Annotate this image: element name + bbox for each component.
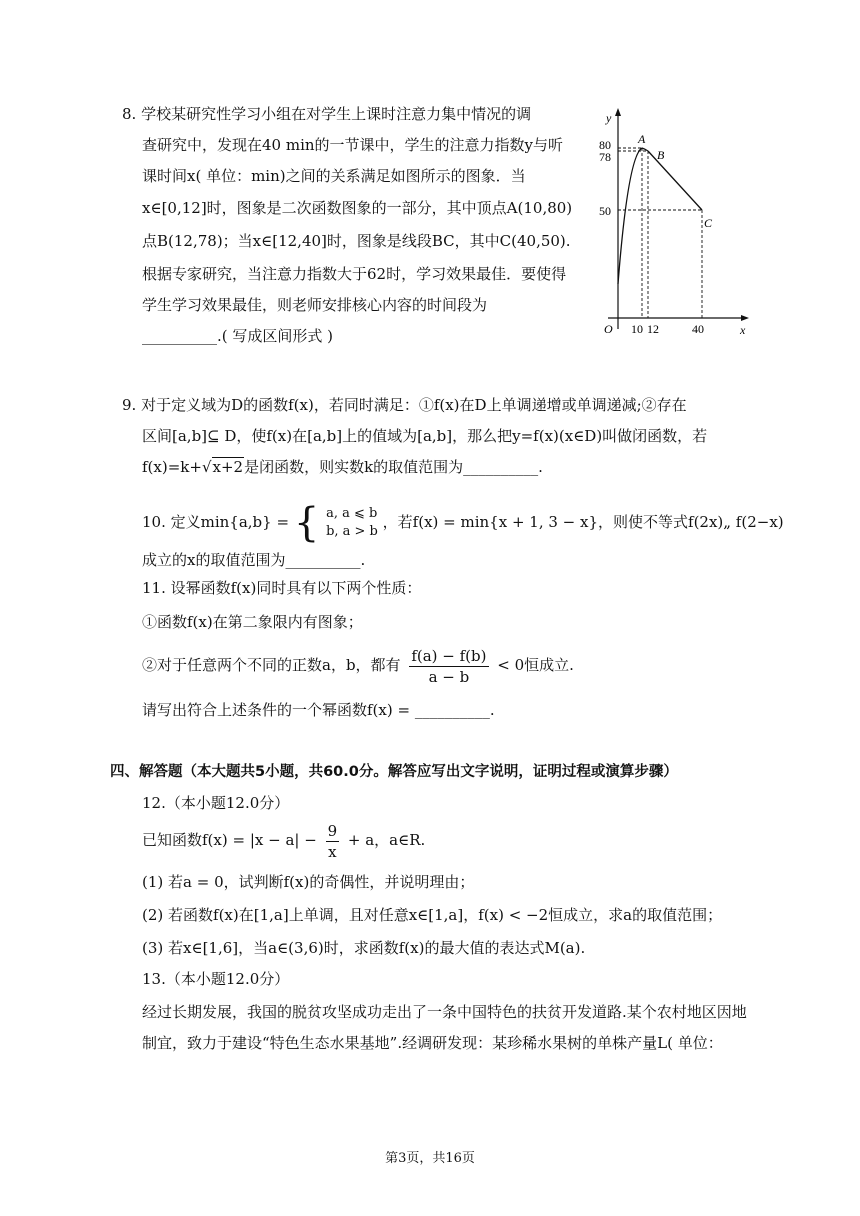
x-axis-arrow: [741, 315, 749, 321]
q11-line-3: [142, 643, 574, 687]
q11-line-1: 11. 设幂函数f(x)同时具有以下两个性质：: [142, 579, 422, 597]
q12-stem-a: 已知函数f(x) = |x − a| −: [142, 831, 317, 849]
quadratic-curve: [618, 148, 642, 284]
q10-line-2: 成立的x的取值范围为__________.: [142, 551, 366, 569]
q9-line-3-a: f(x)=k+: [142, 458, 202, 476]
q10-prefix: 10. 定义min{a,b} =: [142, 513, 290, 531]
q8-line-1: 8. 学校某研究性学习小组在对学生上课时注意力集中情况的调: [122, 105, 532, 123]
page-footer: 第3页，共16页: [385, 1151, 475, 1166]
q11-fraction: [409, 646, 488, 687]
q8-line-7: 学生学习效果最佳，则老师安排核心内容的时间段为: [142, 296, 488, 314]
y-axis-label: y: [606, 111, 612, 125]
q13-line-1: 经过长期发展，我国的脱贫攻坚成功走出了一条中国特色的扶贫开发道路.某个农村地区因地: [142, 1003, 747, 1021]
q11-line-3-b: < 0恒成立.: [497, 656, 574, 674]
q9-sqrt-body: x+2: [212, 458, 244, 476]
q11-line-3-a: ②对于任意两个不同的正数a，b，都有: [142, 656, 401, 674]
q8-line-5: 点B(12,78)；当x∈[12,40]时，图象是线段BC，其中C(40,50).: [142, 232, 571, 250]
q9-line-3: [142, 456, 543, 478]
q11-line-4: 请写出符合上述条件的一个幂函数f(x) = __________.: [142, 701, 495, 719]
q11-frac-denominator: a − b: [428, 667, 470, 686]
q8-line-6: 根据专家研究，当注意力指数大于62时，学习效果最佳．要使得: [142, 265, 567, 283]
y-tick-78: 78: [599, 150, 611, 164]
q8-line-8: __________.( 写成区间形式 ): [142, 327, 334, 345]
point-c-label: C: [704, 216, 713, 230]
q12-part-1: (1) 若a = 0，试判断f(x)的奇偶性，并说明理由；: [142, 873, 475, 891]
x-tick-12: 12: [647, 322, 659, 336]
q12-part-3: (3) 若x∈[1,6]，当a∈(3,6)时，求函数f(x)的最大值的表达式M(a).: [142, 939, 586, 957]
q10-case-2: b, a > b: [326, 524, 378, 539]
q8-line-4: x∈[0,12]时，图象是二次函数图象的一部分，其中顶点A(10,80): [142, 199, 573, 217]
q12-frac-numerator: 9: [327, 821, 338, 840]
x-tick-40: 40: [692, 322, 704, 336]
q10-line-1: [142, 500, 784, 545]
left-brace: {: [293, 500, 320, 546]
q13-label: 13.（本小题12.0分）: [142, 970, 290, 988]
q10-cases: [326, 505, 378, 541]
q12-fraction: [326, 821, 340, 862]
q12-label: 12.（本小题12.0分）: [142, 794, 290, 812]
y-axis-arrow: [615, 108, 621, 116]
q9-line-1: 9. 对于定义域为D的函数f(x)，若同时满足：①f(x)在D上单调递增或单调递减;②存在: [122, 396, 687, 414]
q9-line-2: 区间[a,b]⊆ D，使f(x)在[a,b]上的值域为[a,b]，那么把y=f(x)(x∈D)叫做闭函数，若: [142, 427, 708, 445]
q8-line-2: 查研究中，发现在40 min的一节课中，学生的注意力指数y与听: [142, 136, 564, 154]
x-tick-10: 10: [631, 322, 643, 336]
section-heading: 四、解答题（本大题共5小题，共60.0分。解答应写出文字说明，证明过程或演算步骤）: [110, 764, 678, 780]
origin-label: O: [604, 322, 613, 336]
q12-stem: [142, 818, 425, 862]
point-b-label: B: [657, 148, 665, 162]
q12-stem-b: + a，a∈R.: [347, 831, 426, 849]
y-tick-50: 50: [599, 204, 611, 218]
q11-line-2: ①函数f(x)在第二象限内有图象；: [142, 613, 363, 631]
sqrt-symbol: √: [201, 458, 212, 476]
q12-part-2: (2) 若函数f(x)在[1,a]上单调，且对任意x∈[1,a]，f(x) < −2恒成立，求a的取值范围；: [142, 906, 723, 924]
q13-line-2: 制宜，致力于建设“特色生态水果基地”.经调研发现：某珍稀水果树的单株产量L( 单位：: [142, 1034, 723, 1052]
q8-line-3: 课时间x( 单位：min)之间的关系满足如图所示的图象．当: [142, 167, 526, 185]
attention-index-graph: [588, 104, 752, 350]
x-axis-label: x: [740, 323, 746, 337]
q12-frac-denominator: x: [328, 842, 337, 861]
point-a-label: A: [638, 132, 646, 146]
q11-frac-numerator: f(a) − f(b): [411, 646, 487, 665]
q10-case-1: a, a ⩽ b: [326, 506, 378, 521]
q10-suffix: ，若f(x) = min{x + 1, 3 − x}，则使不等式f(2x)„ f(2−x): [382, 513, 784, 531]
y-tick-80: 80: [599, 138, 611, 152]
q9-line-3-b: 是闭函数，则实数k的取值范围为__________.: [244, 458, 543, 476]
